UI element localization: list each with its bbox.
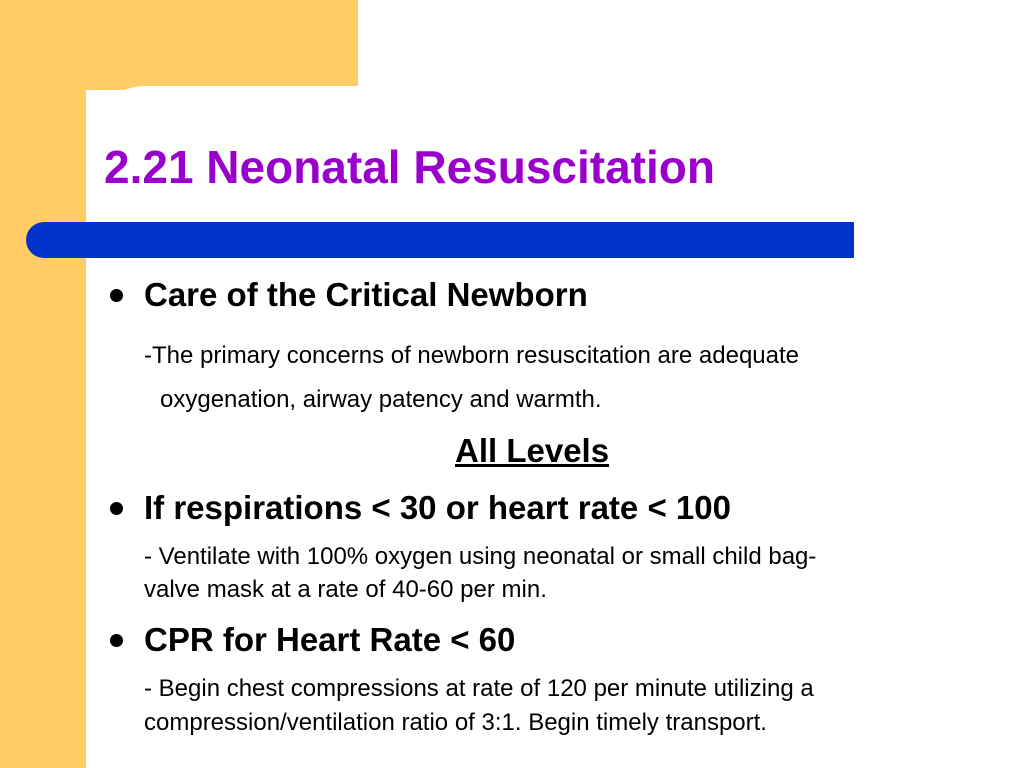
bullet-heading: CPR for Heart Rate < 60 [144, 621, 516, 658]
bullet-heading: If respirations < 30 or heart rate < 100 [144, 489, 731, 526]
bullet-care-critical-newborn [104, 276, 588, 314]
bullet-heading: Care of the Critical Newborn [144, 276, 588, 313]
bullet-cpr-heart-rate [104, 621, 515, 659]
bullet-icon [110, 634, 123, 647]
level-heading: All Levels [455, 432, 610, 469]
bullet-detail-line: -The primary concerns of newborn resuscitation are adequate [144, 342, 800, 369]
decorative-yellow-strip-left [0, 0, 86, 768]
bullet-icon [110, 502, 123, 515]
slide-title: 2.21 Neonatal Resuscitation [104, 141, 715, 193]
decorative-blue-bar [26, 222, 854, 258]
bullet-detail-line: - Begin chest compressions at rate of 120 per minute utilizing a [144, 675, 814, 702]
bullet-respirations-heart-rate [104, 489, 731, 527]
bullet-detail-line: compression/ventilation ratio of 3:1. Begin timely transport. [144, 709, 767, 736]
bullet-detail-line: oxygenation, airway patency and warmth. [160, 386, 602, 413]
bullet-icon [110, 289, 123, 302]
bullet-detail-line: valve mask at a rate of 40-60 per min. [144, 576, 547, 603]
bullet-detail-line: - Ventilate with 100% oxygen using neonatal or small child bag- [144, 543, 817, 570]
